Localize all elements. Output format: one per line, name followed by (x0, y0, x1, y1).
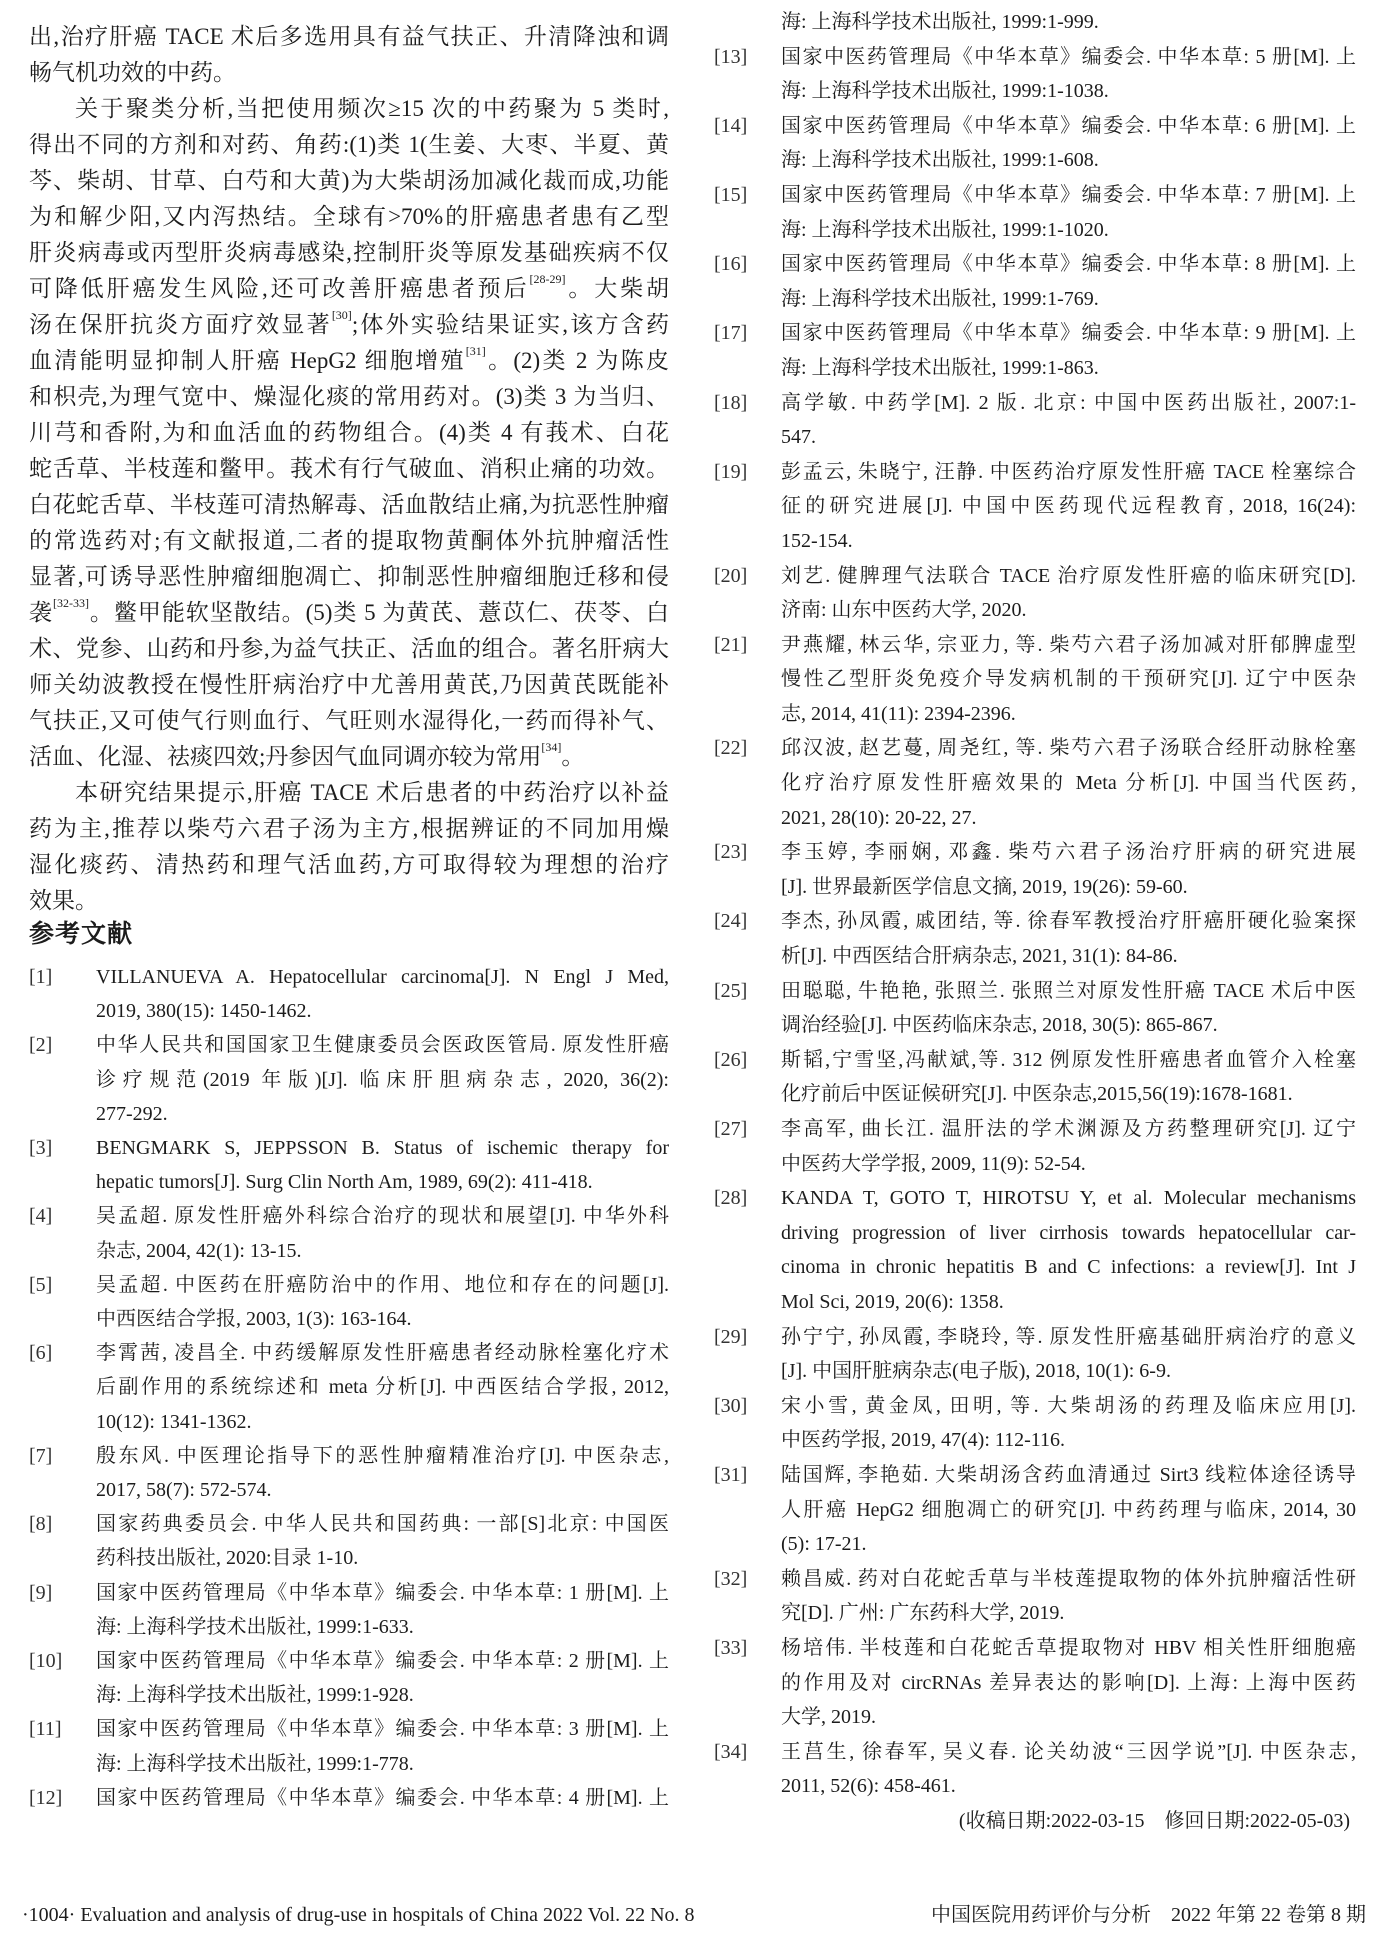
reference-number: [31] (714, 1463, 748, 1486)
reference-number: [18] (714, 391, 748, 414)
reference-line: 国家药典委员会. 中华人民共和国药典: 一部[S]北京: 中国医 (96, 1513, 669, 1536)
reference-number: [20] (714, 564, 748, 587)
reference-line: Mol Sci, 2019, 20(6): 1358. (781, 1290, 1004, 1313)
body-line (29, 595, 669, 631)
body-line (29, 811, 669, 847)
reference-line: 国家中医药管理局《中华本草》编委会. 中华本草: 4 册[M]. 上 (96, 1786, 669, 1809)
body-text: 活血、化湿、祛痰四效;丹参因气血同调亦较为常用 (29, 744, 542, 769)
reference-line: 彭孟云, 朱晓宁, 汪静. 中医药治疗原发性肝癌 TACE 栓塞综合 (781, 460, 1356, 483)
reference-line: 国家中医药管理局《中华本草》编委会. 中华本草: 9 册[M]. 上 (781, 322, 1356, 345)
reference-item (29, 1028, 669, 1131)
reference-item (29, 1199, 669, 1267)
reference-line: 277-292. (96, 1102, 168, 1125)
reference-item (29, 1644, 669, 1712)
reference-line: 斯韬,宁雪坚,冯献斌,等. 312 例原发性肝癌患者血管介入栓塞 (781, 1048, 1356, 1071)
reference-item (714, 40, 1356, 109)
body-text: 。(2)类 2 为陈皮 (485, 348, 669, 373)
reference-line: 海: 上海科学技术出版社, 1999:1-863. (781, 356, 1099, 379)
reference-line: 海: 上海科学技术出版社, 1999:1-633. (96, 1615, 414, 1638)
reference-line: 志, 2014, 41(11): 2394-2396. (781, 702, 1016, 725)
reference-line: 调治经验[J]. 中医药临床杂志, 2018, 30(5): 865-867. (781, 1014, 1218, 1037)
reference-number: [15] (714, 183, 748, 206)
reference-item (714, 559, 1356, 628)
reference-line: 化疗前后中医证候研究[J]. 中医杂志,2015,56(19):1678-1681. (781, 1083, 1293, 1106)
body-line (29, 379, 669, 415)
body-line (29, 559, 669, 595)
reference-line: 中医药学报, 2019, 47(4): 112-116. (781, 1429, 1066, 1452)
reference-line: 国家中医药管理局《中华本草》编委会. 中华本草: 7 册[M]. 上 (781, 183, 1356, 206)
body-line (29, 127, 669, 163)
footer-journal-chinese: 中国医院用药评价与分析 2022 年第 22 卷第 8 期 (931, 1904, 1366, 1926)
body-text: 显著,可诱导恶性肿瘤细胞凋亡、抑制恶性肿瘤细胞迁移和侵 (29, 564, 669, 589)
reference-number: [23] (714, 841, 748, 864)
reference-item (714, 1112, 1356, 1181)
citation-superscript: [32-33] (52, 596, 89, 610)
reference-line: 究[D]. 广州: 广东药科大学, 2019. (781, 1602, 1065, 1625)
reference-line: 国家中医药管理局《中华本草》编委会. 中华本草: 1 册[M]. 上 (96, 1581, 669, 1604)
reference-line: 刘艺. 健脾理气法联合 TACE 治疗原发性肝癌的临床研究[D]. (781, 564, 1356, 587)
reference-item (714, 247, 1356, 316)
reference-item (714, 628, 1356, 732)
reference-number: [3] (29, 1137, 53, 1160)
reference-line: 慢性乙型肝炎免疫介导发病机制的干预研究[J]. 辽宁中医杂 (781, 668, 1356, 691)
reference-number: [33] (714, 1636, 748, 1659)
reference-number: [26] (714, 1048, 748, 1071)
body-text: 白花蛇舌草、半枝莲可清热解毒、活血散结止痛,为抗恶性肿瘤 (29, 492, 669, 517)
reference-item (714, 178, 1356, 247)
body-line (29, 739, 669, 775)
body-line (29, 343, 669, 379)
body-text: 出,治疗肝癌 TACE 术后多选用具有益气扶正、升清降浊和调 (29, 24, 669, 49)
body-text: 为和解少阳,又内泻热结。全球有>70%的肝癌患者患有乙型 (29, 204, 669, 229)
reference-number: [25] (714, 979, 748, 1002)
body-text: 师关幼波教授在慢性肝病治疗中尤善用黄芪,乃因黄芪既能补 (29, 672, 669, 697)
reference-line: 海: 上海科学技术出版社, 1999:1-999. (781, 11, 1099, 33)
received-revised-dates: (收稿日期:2022-03-15 修回日期:2022-05-03) (958, 1809, 1350, 1832)
reference-line: 药科技出版社, 2020:目录 1-10. (96, 1547, 359, 1570)
reference-number: [16] (714, 253, 748, 276)
citation-superscript: [34] (541, 740, 562, 754)
body-text: 。大柴胡 (565, 276, 670, 301)
body-line (29, 307, 669, 343)
references-list-left (29, 960, 669, 1815)
reference-line: 征的研究进展[J]. 中国中医药现代远程教育, 2018, 16(24): (781, 495, 1356, 518)
body-text: 关于聚类分析,当把使用频次≥15 次的中药聚为 5 类时, (75, 96, 669, 121)
body-paragraph (29, 91, 669, 775)
body-line (29, 451, 669, 487)
reference-number: [7] (29, 1444, 53, 1467)
body-text: 气扶正,又可使气行则血行、气旺则水湿得化,一药而得补气、 (29, 708, 669, 733)
reference-number: [13] (714, 45, 748, 68)
reference-item (714, 1043, 1356, 1112)
reference-line: 宋小雪, 黄金凤, 田明, 等. 大柴胡汤的药理及临床应用[J]. (781, 1394, 1356, 1417)
body-line (29, 55, 669, 91)
reference-item (29, 1576, 669, 1644)
body-line (29, 667, 669, 703)
citation-superscript: [28-29] (529, 272, 566, 286)
reference-number: [10] (29, 1650, 63, 1673)
reference-line: 吴孟超. 中医药在肝癌防治中的作用、地位和存在的问题[J]. (96, 1273, 669, 1296)
body-text: 川芎和香附,为和血活血的药物组合。(4)类 4 有莪术、白花 (29, 420, 669, 445)
reference-line: 中医药大学学报, 2009, 11(9): 52-54. (781, 1152, 1086, 1175)
references-heading: 参考文献 (29, 919, 134, 948)
reference-item (714, 835, 1356, 904)
reference-line: 2017, 58(7): 572-574. (96, 1479, 272, 1502)
reference-line: 赖昌威. 药对白花蛇舌草与半枝莲提取物的体外抗肿瘤活性研 (781, 1567, 1356, 1590)
reference-line: cinoma in chronic hepatitis B and C infections: a review[J]. Int J (781, 1256, 1356, 1279)
reference-line: 国家中医药管理局《中华本草》编委会. 中华本草: 8 册[M]. 上 (781, 253, 1356, 276)
reference-number: [4] (29, 1205, 53, 1228)
reference-number: [27] (714, 1118, 748, 1140)
reference-line: 10(12): 1341-1362. (96, 1410, 252, 1433)
reference-number: [1] (29, 966, 53, 988)
body-text: 湿化痰药、清热药和理气活血药,方可取得较为理想的治疗 (29, 852, 669, 877)
reference-item (714, 1181, 1356, 1319)
reference-number: [32] (714, 1567, 748, 1590)
reference-item (714, 1320, 1356, 1389)
body-text: 效果。 (29, 888, 98, 913)
body-line (29, 415, 669, 451)
reference-number: [9] (29, 1581, 53, 1604)
body-text: 肝炎病毒或丙型肝炎病毒感染,控制肝炎等原发基础疾病不仅 (29, 240, 669, 265)
reference-item (714, 109, 1356, 178)
reference-line: 尹燕耀, 林云华, 宗亚力, 等. 柴芍六君子汤加减对肝郁脾虚型 (781, 633, 1356, 656)
reference-line: VILLANUEVA A. Hepatocellular carcinoma[J]. N Engl J Med, (96, 966, 669, 988)
reference-number: [24] (714, 910, 748, 933)
reference-line: 海: 上海科学技术出版社, 1999:1-608. (781, 149, 1099, 172)
body-text: 袭 (29, 600, 53, 625)
references-list-right (714, 5, 1356, 1838)
reference-line: (5): 17-21. (781, 1533, 867, 1556)
body-line (29, 199, 669, 235)
body-line (29, 91, 669, 127)
body-text: ;体外实验结果证实,该方含药 (351, 312, 669, 337)
body-line (29, 487, 669, 523)
reference-line: [J]. 世界最新医学信息文摘, 2019, 19(26): 59-60. (781, 875, 1188, 898)
reference-line: 析[J]. 中西医结合肝病杂志, 2021, 31(1): 84-86. (781, 945, 1178, 968)
reference-line: 中华人民共和国国家卫生健康委员会医政医管局. 原发性肝癌 (96, 1034, 669, 1057)
reference-item (714, 1631, 1356, 1735)
reference-line: 2011, 52(6): 458-461. (781, 1775, 956, 1798)
reference-line: 吴孟超. 原发性肝癌外科综合治疗的现状和展望[J]. 中华外科 (96, 1205, 669, 1228)
reference-line: 国家中医药管理局《中华本草》编委会. 中华本草: 5 册[M]. 上 (781, 45, 1356, 68)
reference-line: hepatic tumors[J]. Surg Clin North Am, 1989, 69(2): 411-418. (96, 1171, 593, 1194)
reference-line: 田聪聪, 牛艳艳, 张照兰. 张照兰对原发性肝癌 TACE 术后中医 (781, 979, 1356, 1002)
reference-line: BENGMARK S, JEPPSSON B. Status of ischemic therapy for (96, 1137, 669, 1160)
body-line (29, 703, 669, 739)
reference-line: 大学, 2019. (781, 1706, 876, 1729)
reference-line: 杨培伟. 半枝莲和白花蛇舌草提取物对 HBV 相关性肝细胞癌 (781, 1636, 1356, 1659)
reference-number: [6] (29, 1342, 53, 1365)
body-text: 血清能明显抑制人肝癌 HepG2 细胞增殖 (29, 348, 466, 373)
reference-number: [30] (714, 1394, 748, 1417)
reference-item (29, 1781, 669, 1815)
reference-item (714, 1735, 1356, 1804)
reference-item (714, 1389, 1356, 1458)
reference-line: 济南: 山东中医药大学, 2020. (781, 599, 1027, 622)
body-text: 和枳壳,为理气宽中、燥湿化痰的常用药对。(3)类 3 为当归、 (29, 384, 669, 409)
reference-line: 诊疗规范(2019 年版)[J]. 临床肝胆病杂志, 2020, 36(2): (96, 1068, 669, 1091)
reference-number: [5] (29, 1273, 53, 1296)
reference-number: [34] (714, 1740, 748, 1763)
reference-line: 海: 上海科学技术出版社, 1999:1-928. (96, 1684, 414, 1707)
footer-journal-english: ·1004· Evaluation and analysis of drug-use in hospitals of China 2022 Vol. 22 No. 8 (22, 1904, 695, 1926)
body-text: 得出不同的方剂和对药、角药:(1)类 1(生姜、大枣、半夏、黄 (29, 132, 669, 157)
reference-item (714, 5, 1356, 40)
reference-line: 殷东风. 中医理论指导下的恶性肿瘤精准治疗[J]. 中医杂志, (96, 1444, 669, 1467)
reference-line: 李杰, 孙凤霞, 戚团结, 等. 徐春军教授治疗肝癌肝硬化验案探 (781, 910, 1356, 933)
body-text: 畅气机功效的中药。 (29, 60, 236, 85)
reference-item (714, 974, 1356, 1043)
reference-line: [J]. 中国肝脏病杂志(电子版), 2018, 10(1): 6-9. (781, 1360, 1171, 1383)
body-text: 。鳖甲能软坚散结。(5)类 5 为黄芪、薏苡仁、茯苓、白 (88, 600, 669, 625)
reference-number: [2] (29, 1034, 53, 1057)
reference-item (29, 1439, 669, 1507)
reference-line: 邱汉波, 赵艺蔓, 周尧红, 等. 柴芍六君子汤联合经肝动脉栓塞 (781, 737, 1356, 760)
reference-item (714, 731, 1356, 835)
reference-line: 2021, 28(10): 20-22, 27. (781, 806, 977, 829)
body-text: 汤在保肝抗炎方面疗效显著 (29, 312, 332, 337)
citation-superscript: [30] (331, 308, 352, 322)
reference-item (714, 1458, 1356, 1562)
reference-item (714, 1562, 1356, 1631)
reference-line: 国家中医药管理局《中华本草》编委会. 中华本草: 2 册[M]. 上 (96, 1650, 669, 1673)
body-text: 药为主,推荐以柴芍六君子汤为主方,根据辨证的不同加用燥 (29, 816, 669, 841)
body-line (29, 883, 669, 919)
reference-item (714, 455, 1356, 559)
body-paragraph (29, 775, 669, 919)
article-body-text (29, 19, 669, 919)
reference-item (714, 316, 1356, 385)
reference-line: 的作用及对 circRNAs 差异表达的影响[D]. 上海: 上海中医药 (781, 1671, 1356, 1694)
body-text: 可降低肝癌发生风险,还可改善肝癌患者预后 (29, 276, 530, 301)
reference-line: 海: 上海科学技术出版社, 1999:1-1038. (781, 80, 1109, 103)
reference-number: [12] (29, 1786, 63, 1809)
reference-line: 152-154. (781, 529, 853, 552)
reference-line: 李高军, 曲长江. 温肝法的学术渊源及方药整理研究[J]. 辽宁 (781, 1118, 1356, 1140)
body-paragraph (29, 19, 669, 91)
body-line (29, 631, 669, 667)
reference-number: [11] (29, 1718, 62, 1741)
reference-line: 化疗治疗原发性肝癌效果的 Meta 分析[J]. 中国当代医药, (781, 772, 1356, 795)
reference-item (29, 1507, 669, 1575)
reference-number: [17] (714, 322, 748, 345)
reference-line: 人肝癌 HepG2 细胞凋亡的研究[J]. 中药药理与临床, 2014, 30 (781, 1498, 1356, 1521)
reference-number: [8] (29, 1513, 53, 1536)
body-text: 本研究结果提示,肝癌 TACE 术后患者的中药治疗以补益 (75, 780, 669, 805)
reference-item (714, 386, 1356, 455)
reference-line: 2019, 380(15): 1450-1462. (96, 1000, 312, 1023)
reference-number: [28] (714, 1187, 748, 1210)
body-text: 。 (561, 744, 585, 769)
reference-number: [22] (714, 737, 748, 760)
body-text: 的常选药对;有文献报道,二者的提取物黄酮体外抗肿瘤活性 (29, 528, 669, 553)
reference-line: 高学敏. 中药学[M]. 2 版. 北京: 中国中医药出版社, 2007:1- (781, 391, 1356, 414)
reference-line: 中西医结合学报, 2003, 1(3): 163-164. (96, 1308, 412, 1331)
reference-line: 547. (781, 426, 816, 449)
body-text: 芩、柴胡、甘草、白芍和大黄)为大柴胡汤加减化裁而成,功能 (29, 168, 669, 193)
reference-line: 李玉婷, 李丽娴, 邓鑫. 柴芍六君子汤治疗肝病的研究进展 (781, 841, 1356, 864)
reference-line: 海: 上海科学技术出版社, 1999:1-769. (781, 287, 1099, 310)
reference-line: 杂志, 2004, 42(1): 13-15. (96, 1239, 302, 1262)
reference-line: KANDA T, GOTO T, HIROTSU Y, et al. Molecular mechanisms (781, 1187, 1356, 1210)
reference-line: 孙宁宁, 孙凤霞, 李晓玲, 等. 原发性肝癌基础肝病治疗的意义 (781, 1325, 1356, 1348)
body-line (29, 19, 669, 55)
reference-item (29, 1712, 669, 1780)
reference-item (29, 1268, 669, 1336)
reference-line: driving progression of liver cirrhosis towards hepatocellular car- (781, 1221, 1356, 1244)
body-line (29, 163, 669, 199)
body-line (29, 235, 669, 271)
body-line (29, 523, 669, 559)
reference-line: 海: 上海科学技术出版社, 1999:1-1020. (781, 218, 1109, 241)
reference-number: [29] (714, 1325, 748, 1348)
reference-line: 海: 上海科学技术出版社, 1999:1-778. (96, 1752, 414, 1775)
reference-line: 李霄茜, 凌昌全. 中药缓解原发性肝癌患者经动脉栓塞化疗术 (96, 1342, 669, 1365)
reference-number: [14] (714, 114, 748, 137)
body-text: 蛇舌草、半枝莲和鳖甲。莪术有行气破血、消积止痛的功效。 (29, 456, 669, 481)
reference-line: 后副作用的系统综述和 meta 分析[J]. 中西医结合学报, 2012, (96, 1376, 669, 1399)
reference-number: [21] (714, 633, 748, 656)
reference-line: 国家中医药管理局《中华本草》编委会. 中华本草: 3 册[M]. 上 (96, 1718, 669, 1741)
reference-line: 陆国辉, 李艳茹. 大柴胡汤含药血清通过 Sirt3 线粒体途径诱导 (781, 1463, 1356, 1486)
reference-item (29, 1131, 669, 1199)
page-footer (22, 1900, 1366, 1930)
reference-line: 王莒生, 徐春军, 吴义春. 论关幼波“三因学说”[J]. 中医杂志, (781, 1740, 1356, 1763)
reference-item (29, 1336, 669, 1439)
citation-superscript: [31] (465, 344, 486, 358)
reference-item (29, 960, 669, 1028)
body-line (29, 271, 669, 307)
reference-number: [19] (714, 460, 748, 483)
body-text: 术、党参、山药和丹参,为益气扶正、活血的组合。著名肝病大 (29, 636, 669, 661)
reference-item (714, 904, 1356, 973)
body-line (29, 775, 669, 811)
reference-line: 国家中医药管理局《中华本草》编委会. 中华本草: 6 册[M]. 上 (781, 114, 1356, 137)
body-line (29, 847, 669, 883)
